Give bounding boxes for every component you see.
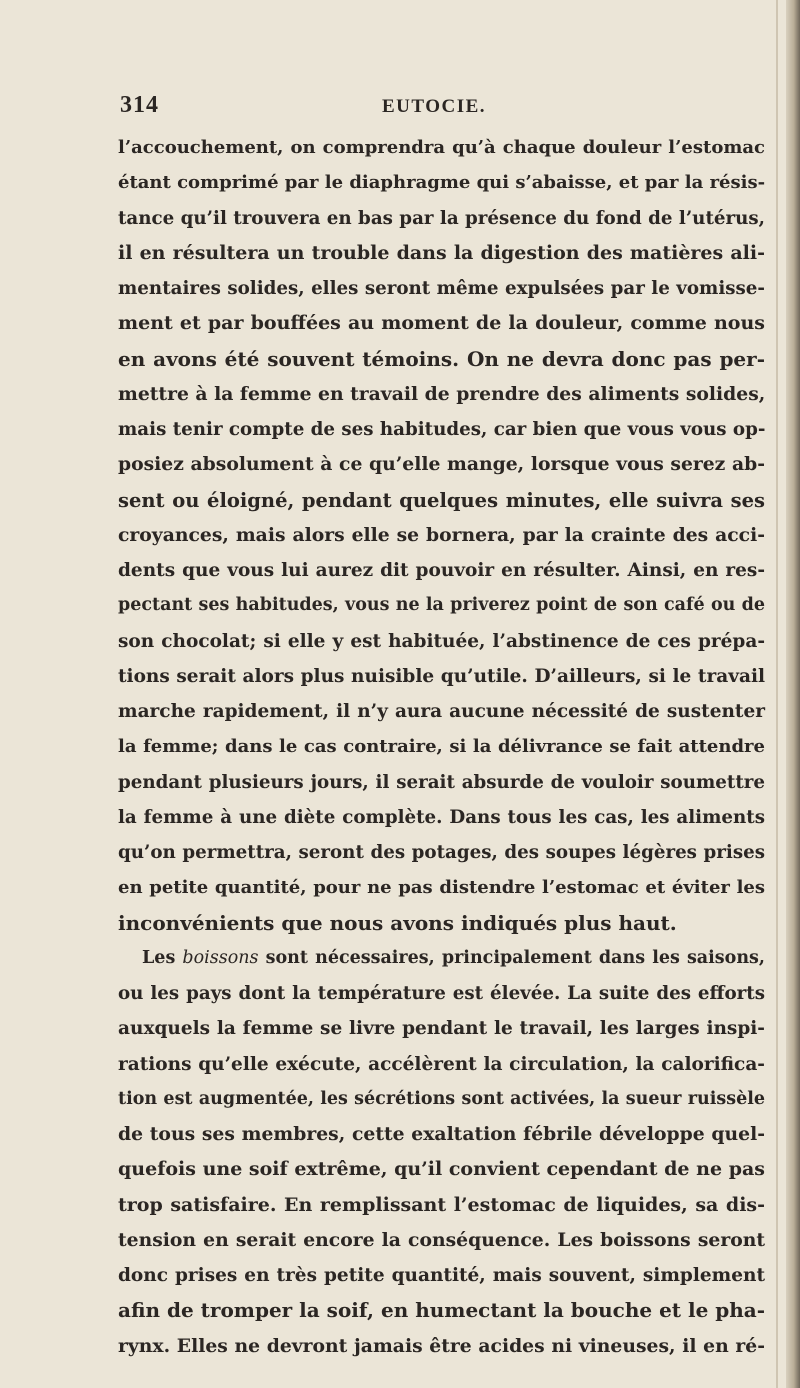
paragraph-end-line: inconvénients que nous avons indiqués plus haut. (118, 910, 677, 935)
text-line: tension en serait encore la conséquence. Les boissons seront (118, 1228, 765, 1251)
text-line: rations qu’elle exécute, accélèrent la circulation, la calorifica- (118, 1053, 765, 1075)
text-line: de tous ses membres, cette exaltation fébrile développe quel- (118, 1123, 765, 1145)
text-span: Les (142, 947, 183, 968)
text-line: la femme; dans le cas contraire, si la délivrance se fait attendre (118, 736, 765, 758)
text-line: trop satisfaire. En remplissant l’estomac de liquides, sa dis- (118, 1193, 765, 1216)
text-span: sont nécessaires, principalement dans les saisons, (258, 947, 765, 968)
text-line: sent ou éloigné, pendant quelques minutes, elle suivra ses (118, 488, 765, 512)
page-header (120, 92, 760, 120)
text-line: mentaires solides, elles seront même expulsées par le vomisse- (118, 278, 765, 299)
text-line: croyances, mais alors elle se bornera, par la crainte des acci- (118, 523, 765, 546)
running-head: EUTOCIE. (382, 96, 487, 117)
body-text (118, 130, 765, 1364)
text-line: en petite quantité, pour ne pas distendre l’estomac et éviter les (118, 877, 765, 899)
text-line: quefois une soif extrême, qu’il convient cependant de ne pas (118, 1158, 765, 1181)
italic-term: boissons (182, 947, 259, 968)
page-number: 314 (120, 92, 159, 118)
text-line: marche rapidement, il n’y aura aucune nécessité de sustenter (118, 701, 765, 722)
page-edge-shadow (786, 0, 800, 1388)
text-line: posiez absolument à ce qu’elle mange, lorsque vous serez ab- (118, 453, 765, 476)
text-line: tion est augmentée, les sécrétions sont activées, la sueur ruissèle (118, 1088, 765, 1109)
text-line: ou les pays dont la température est élevée. La suite des efforts (118, 983, 765, 1004)
text-line: afin de tromper la soif, en humectant la bouche et le pha- (118, 1298, 766, 1323)
text-line: tance qu’il trouvera en bas par la présence du fond de l’utérus, (118, 207, 765, 229)
text-line: dents que vous lui aurez dit pouvoir en résulter. Ainsi, en res- (118, 560, 765, 581)
text-line: qu’on permettra, seront des potages, des soupes légères prises (118, 842, 765, 863)
text-line: pendant plusieurs jours, il serait absurde de vouloir soumettre (118, 771, 765, 793)
text-line: donc prises en très petite quantité, mais souvent, simplement (118, 1265, 765, 1286)
text-line: l’accouchement, on comprendra qu’à chaque douleur l’estomac (118, 137, 765, 158)
text-line: auxquels la femme se livre pendant le travail, les larges inspi- (118, 1018, 765, 1040)
text-line: mettre à la femme en travail de prendre des aliments solides, (118, 382, 766, 405)
text-line: pectant ses habitudes, vous ne la priverez point de son café ou de (118, 595, 765, 616)
text-line: mais tenir compte de ses habitudes, car bien que vous vous op- (118, 419, 766, 440)
text-line: rynx. Elles ne devront jamais être acides ni vineuses, il en ré- (118, 1334, 765, 1357)
text-line: la femme à une diète complète. Dans tous les cas, les aliments (118, 806, 765, 828)
page-fold-line (776, 0, 778, 1388)
text-line: en avons été souvent témoins. On ne devra donc pas per- (118, 346, 765, 371)
text-line: étant comprimé par le diaphragme qui s’abaisse, et par la résis- (118, 172, 766, 194)
text-line: ment et par bouffées au moment de la douleur, comme nous (118, 312, 765, 335)
text-line: il en résultera un trouble dans la digestion des matières ali- (118, 241, 765, 264)
paragraph-start-line (118, 941, 765, 976)
text-line: tions serait alors plus nuisible qu’utile. D’ailleurs, si le travail (118, 665, 765, 687)
text-line: son chocolat; si elle y est habituée, l’abstinence de ces prépa- (118, 630, 765, 652)
